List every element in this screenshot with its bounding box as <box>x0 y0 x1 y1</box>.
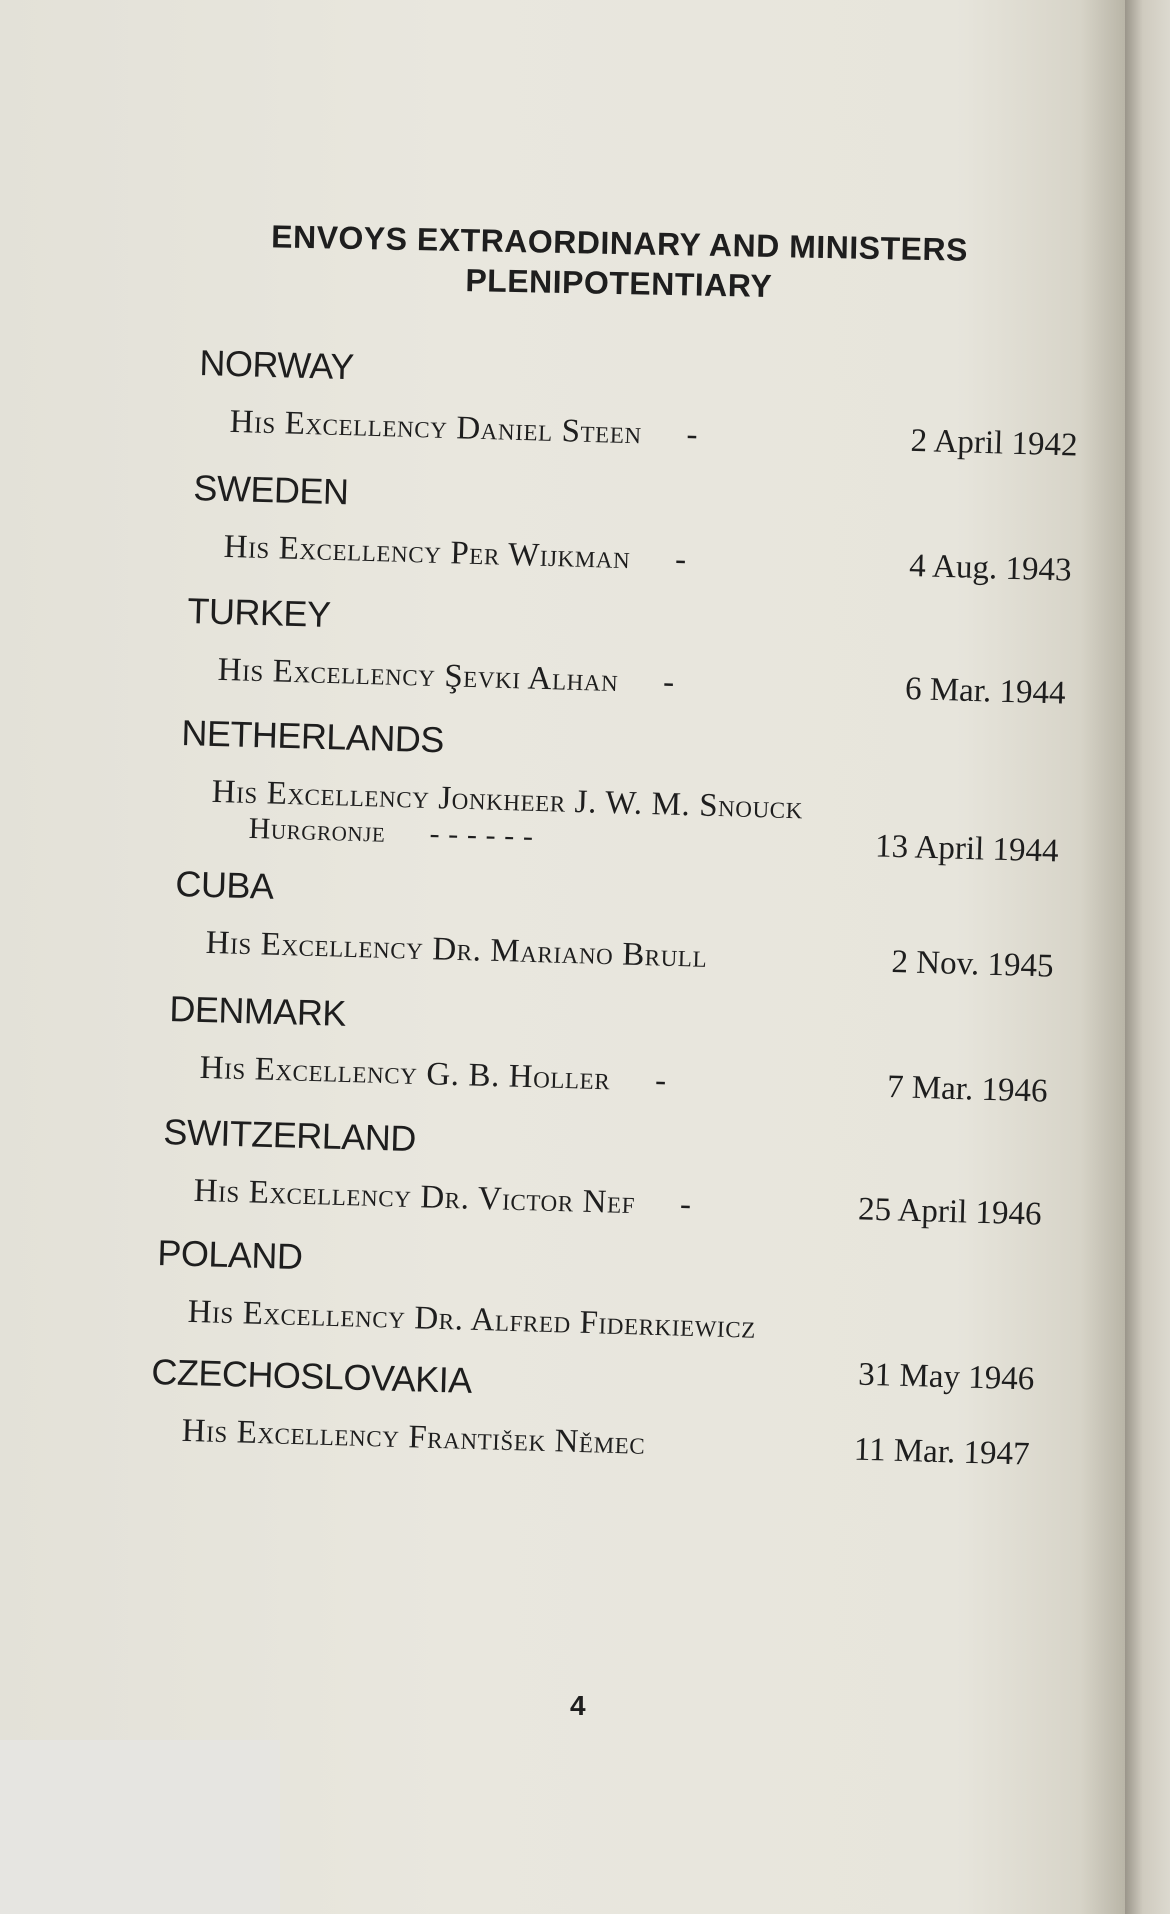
country-name: CZECHOSLOVAKIA <box>150 1351 473 1401</box>
country-name: TURKEY <box>186 590 332 635</box>
envoy-name: Daniel Steen <box>455 410 643 452</box>
heading-line-1: ENVOYS EXTRAORDINARY AND MINISTERS <box>270 218 969 268</box>
envoy-title: His Excellency <box>181 1412 401 1455</box>
appointment-date: 13 April 1944 <box>874 828 1059 870</box>
leader-dash: - <box>679 1186 693 1223</box>
appointment-date: 11 Mar. 1947 <box>853 1431 1030 1473</box>
envoy-name: Jonkheer J. W. M. Snouck <box>437 780 804 827</box>
envoy-title: His Excellency <box>217 651 437 694</box>
envoy-title: His Excellency <box>205 924 425 967</box>
country-name: SWITZERLAND <box>162 1111 417 1160</box>
envoy-title: His Excellency <box>229 403 449 446</box>
heading-line-2: PLENIPOTENTIARY <box>465 262 773 304</box>
leader-dash: - <box>654 1062 668 1099</box>
envoy-title: His Excellency <box>223 528 443 571</box>
appointment-date: 25 April 1946 <box>857 1191 1042 1233</box>
country-name: DENMARK <box>168 988 347 1034</box>
section-heading <box>198 215 1039 311</box>
appointment-date: 2 Nov. 1945 <box>891 944 1054 985</box>
leader-dash: - <box>674 541 688 578</box>
envoy-title: His Excellency <box>187 1293 407 1336</box>
leader-dash: - <box>686 416 699 453</box>
envoy-name: Dr. Alfred Fiderkiewicz <box>413 1300 757 1346</box>
country-name: SWEDEN <box>192 467 349 513</box>
envoy-name-continued: Hurgronje <box>248 811 386 849</box>
page-spine-edge <box>1125 0 1170 1914</box>
envoy-name: G. B. Holler <box>425 1056 611 1098</box>
leader-dash: - <box>662 664 676 701</box>
country-name: POLAND <box>156 1232 304 1278</box>
envoy-name: Per Wijkman <box>449 535 631 577</box>
envoy-title: His Excellency <box>211 773 431 816</box>
country-name: NORWAY <box>198 342 355 388</box>
appointment-date: 2 April 1942 <box>910 422 1078 464</box>
envoy-title: His Excellency <box>199 1049 419 1092</box>
envoy-name: Dr. Mariano Brull <box>431 931 708 975</box>
country-name: NETHERLANDS <box>180 712 445 761</box>
appointment-date: 4 Aug. 1943 <box>908 548 1072 589</box>
envoy-title: His Excellency <box>193 1172 413 1215</box>
appointment-date: 6 Mar. 1944 <box>904 671 1066 712</box>
country-name: CUBA <box>174 863 275 907</box>
envoy-name: František Němec <box>407 1419 646 1462</box>
envoy-name: Dr. Victor Nef <box>419 1179 636 1222</box>
leader-dashes: - - - - - - <box>429 816 535 853</box>
envoy-name: Şevki Alhan <box>443 658 619 700</box>
scan-margin <box>0 1740 280 1914</box>
entry-netherlands <box>178 713 1061 872</box>
page-number: 4 <box>570 1690 586 1721</box>
appointment-date: 31 May 1946 <box>857 1356 1035 1398</box>
appointment-date: 7 Mar. 1946 <box>886 1069 1048 1110</box>
